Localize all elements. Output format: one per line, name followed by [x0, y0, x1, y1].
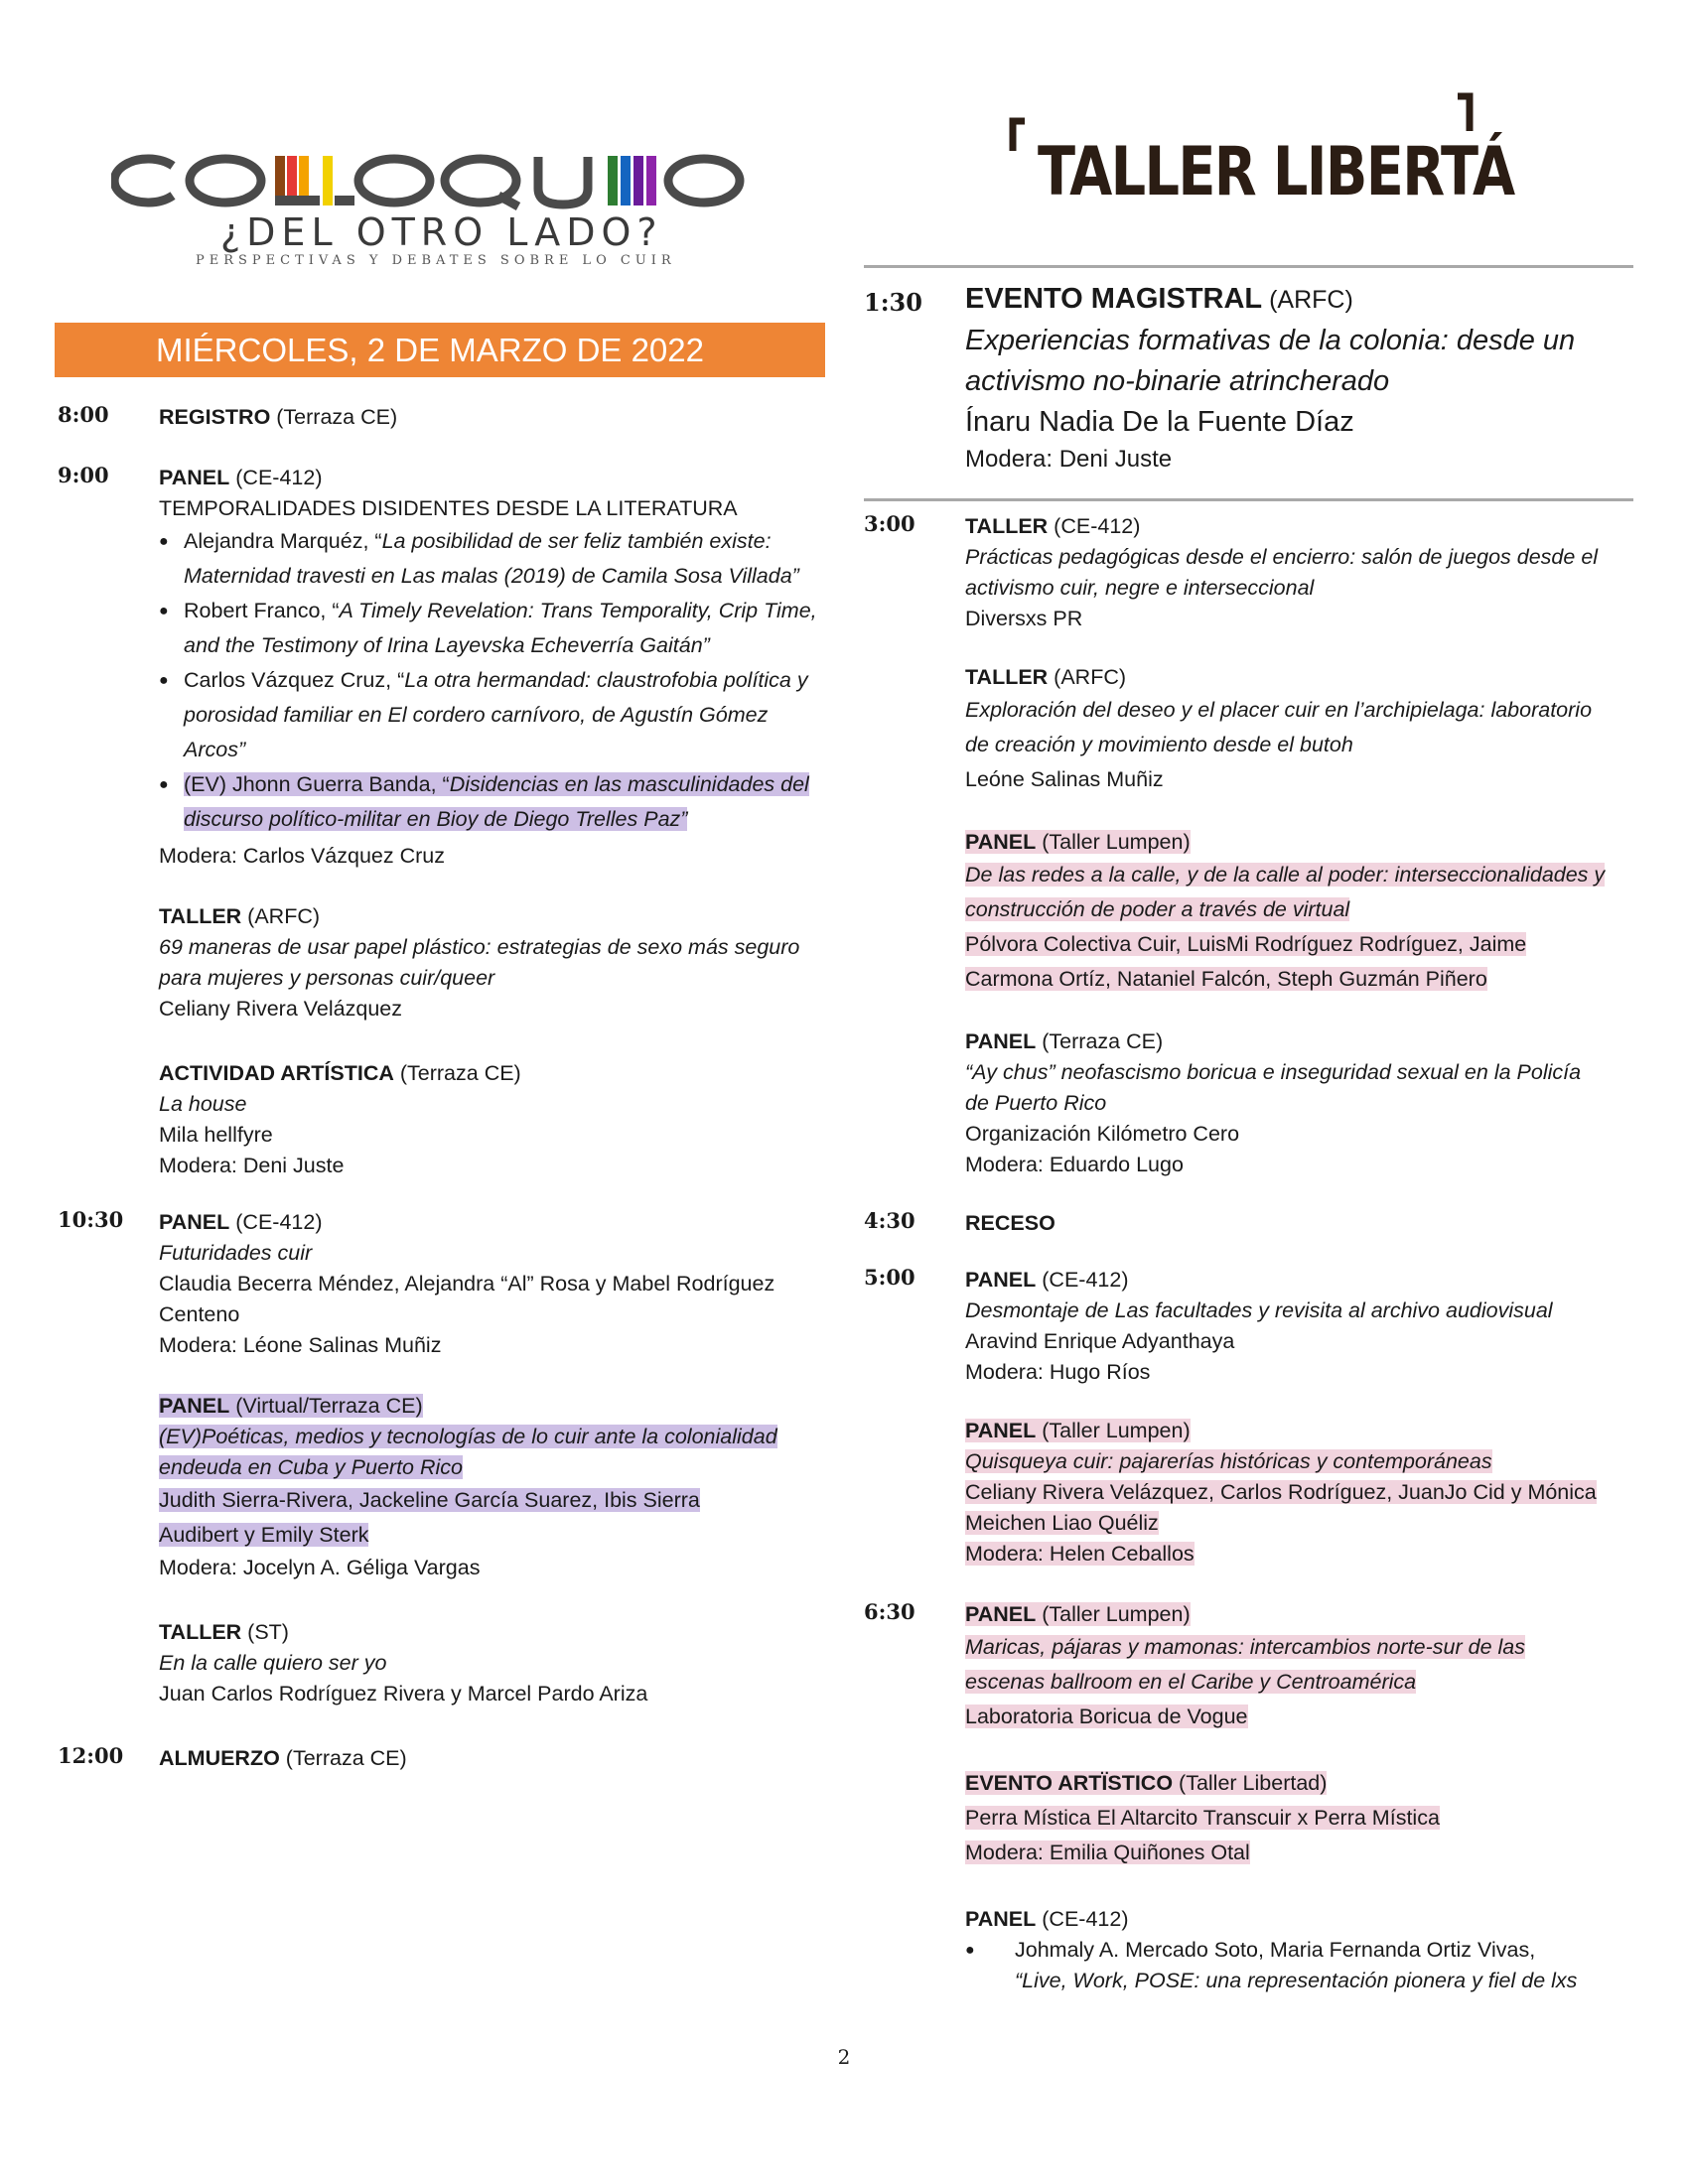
entry-title: Desmontaje de Las facultades y revisita al archivo audiovisual	[965, 1298, 1553, 1322]
entry-label: RECESO	[965, 1211, 1055, 1235]
entry-location: (ARFC)	[1048, 665, 1127, 689]
entry-moderator: Modera: Deni Juste	[159, 1154, 345, 1177]
schedule-entry-evento-magistral	[864, 278, 1638, 477]
entry-time: 1:30	[864, 288, 922, 317]
entry-label: PANEL	[965, 1602, 1037, 1626]
schedule-entry-panel-quisqueya	[864, 1416, 1638, 1570]
entry-time: 4:30	[864, 1208, 915, 1233]
schedule-right-column	[864, 278, 1638, 500]
entry-moderator: Modera: Hugo Ríos	[965, 1360, 1151, 1384]
list-item: ● Johmaly A. Mercado Soto, Maria Fernanda Ortiz Vivas, “Live, Work, POSE: una representación pionera y fiel de lxs	[965, 1938, 1578, 1992]
presentation-list	[159, 524, 822, 837]
entry-location: (Terraza CE)	[393, 1061, 521, 1085]
entry-time: 5:00	[864, 1265, 915, 1290]
entry-title: En la calle quiero ser yo	[159, 1651, 387, 1675]
entry-time: 6:30	[864, 1599, 915, 1624]
entry-time: 10:30	[58, 1207, 124, 1232]
entry-location: (ARFC)	[241, 904, 321, 928]
entry-location: (Taller Libertad)	[1173, 1771, 1328, 1795]
schedule-entry-panel-maricas	[864, 1599, 1638, 1734]
entry-presenter: Ínaru Nadia De la Fuente Díaz	[965, 406, 1354, 438]
entry-presenter: Perra Mística El Altarcito Transcuir x Perra Mística	[965, 1806, 1440, 1830]
entry-label: REGISTRO	[159, 405, 271, 429]
schedule-entry-receso	[864, 1208, 1638, 1239]
entry-presenter: Celiany Rivera Velázquez, Carlos Rodríguez, JuanJo Cid y Mónica	[965, 1480, 1597, 1504]
entry-label: TALLER	[965, 514, 1049, 538]
entry-title: de creación y movimiento desde el butoh	[965, 733, 1353, 756]
schedule-left-column	[58, 402, 822, 1798]
entry-presenter: Organización Kilómetro Cero	[965, 1122, 1240, 1146]
entry-presenter: Laboratoria Boricua de Vogue	[965, 1705, 1248, 1728]
schedule-entry-almuerzo	[58, 1743, 822, 1774]
entry-presenter: Mila hellfyre	[159, 1123, 273, 1147]
schedule-entry-panel-redes	[864, 827, 1638, 997]
entry-label: ALMUERZO	[159, 1746, 280, 1770]
entry-presenter: Aravind Enrique Adyanthaya	[965, 1329, 1235, 1353]
page-number: 2	[837, 2045, 851, 2069]
schedule-entry-evento-artistico	[864, 1766, 1638, 1870]
entry-location: (Taller Lumpen)	[1036, 1602, 1191, 1626]
entry-title: TEMPORALIDADES DISIDENTES DESDE LA LITERATURA	[159, 496, 738, 520]
entry-title: La house	[159, 1092, 247, 1116]
entry-label: PANEL	[965, 1419, 1037, 1442]
entry-location: (CE-412)	[229, 466, 323, 489]
list-item: ● Robert Franco, “A Timely Revelation: Trans Temporality, Crip Time, and the Testimony of Irina Layevska Echeverría Gaitán”	[159, 594, 822, 663]
entry-title: activismo no-binarie atrincherado	[965, 365, 1390, 397]
entry-title: Prácticas pedagógicas desde el encierro: salón de juegos desde el	[965, 545, 1599, 569]
schedule-entry-taller-practicas	[864, 511, 1638, 634]
entry-title: para mujeres y personas cuir/queer	[159, 966, 495, 990]
entry-moderator: Modera: Léone Salinas Muñiz	[159, 1333, 442, 1357]
entry-title: (EV)Poéticas, medios y tecnologías de lo cuir ante la colonialidad	[159, 1425, 777, 1448]
schedule-entry-panel-pose	[864, 1904, 1638, 1996]
entry-presenter: Audibert y Emily Sterk	[159, 1523, 369, 1547]
entry-label: PANEL	[965, 1268, 1037, 1292]
schedule-entry-taller-69	[58, 901, 822, 1024]
entry-presenter: Juan Carlos Rodríguez Rivera y Marcel Pardo Ariza	[159, 1682, 648, 1706]
schedule-entry-actividad-artistica	[58, 1058, 822, 1181]
entry-location: (Terraza CE)	[1036, 1029, 1164, 1053]
entry-title: “Ay chus” neofascismo boricua e inseguridad sexual en la Policía	[965, 1060, 1582, 1084]
entry-label: ACTIVIDAD ARTÍSTICA	[159, 1061, 394, 1085]
entry-title: Futuridades cuir	[159, 1241, 313, 1265]
taller-liberta-wordmark: TALLER LIBERTÁ	[1038, 133, 1514, 211]
entry-title: 69 maneras de usar papel plástico: estrategias de sexo más seguro	[159, 935, 800, 959]
schedule-entry-panel-ay-chus	[864, 1026, 1638, 1180]
entry-presenter: Centeno	[159, 1302, 240, 1326]
entry-location: (ST)	[241, 1620, 289, 1644]
entry-label: PANEL	[965, 830, 1037, 854]
schedule-entry-taller-exploracion	[864, 662, 1638, 797]
entry-label: PANEL	[965, 1029, 1037, 1053]
entry-label: EVENTO MAGISTRAL	[965, 283, 1263, 315]
list-item: ● Carlos Vázquez Cruz, “La otra hermandad: claustrofobia política y porosidad familiar en El cordero carnívoro, de Agustín Gómez Arcos”	[159, 663, 822, 767]
entry-label: TALLER	[159, 1620, 242, 1644]
entry-moderator: Modera: Eduardo Lugo	[965, 1153, 1184, 1176]
entry-title: endeuda en Cuba y Puerto Rico	[159, 1455, 463, 1479]
entry-time: 3:00	[864, 511, 915, 536]
entry-moderator: Modera: Deni Juste	[965, 446, 1173, 473]
schedule-entry-panel-futuridades	[58, 1207, 822, 1361]
entry-location: (Terraza CE)	[270, 405, 398, 429]
list-item-highlighted: ● (EV) Jhonn Guerra Banda, “Disidencias en las masculinidades del discurso político-militar en Bioy de Diego Trelles Paz”	[159, 767, 822, 837]
entry-presenter: Meichen Liao Quéliz	[965, 1511, 1159, 1535]
taller-liberta-logo	[1003, 91, 1514, 220]
entry-location: (Virtual/Terraza CE)	[229, 1394, 423, 1418]
entry-time: 8:00	[58, 402, 109, 427]
day-banner: MIÉRCOLES, 2 DE MARZO DE 2022	[55, 323, 825, 377]
entry-label: EVENTO ARTÏSTICO	[965, 1771, 1174, 1795]
schedule-entry-panel-poeticas	[58, 1391, 822, 1583]
entry-presenter: Carmona Ortíz, Nataniel Falcón, Steph Guzmán Piñero	[965, 967, 1487, 991]
entry-moderator: Modera: Jocelyn A. Géliga Vargas	[159, 1556, 481, 1579]
schedule-entry-registro	[58, 402, 822, 433]
entry-location: (Terraza CE)	[279, 1746, 407, 1770]
schedule-entry-panel-desmontaje	[864, 1265, 1638, 1388]
schedule-right-column-lower	[864, 511, 1638, 2020]
schedule-entry-panel-temporalidades	[58, 463, 822, 872]
entry-presenter: Claudia Becerra Méndez, Alejandra “Al” Rosa y Mabel Rodríguez	[159, 1272, 775, 1296]
entry-title: activismo cuir, negre e interseccional	[965, 576, 1315, 600]
entry-title: de Puerto Rico	[965, 1091, 1107, 1115]
entry-presenter: Diversxs PR	[965, 607, 1083, 630]
entry-location: (Taller Lumpen)	[1036, 830, 1191, 854]
entry-title: Experiencias formativas de la colonia: desde un	[965, 325, 1576, 356]
entry-location: (CE-412)	[1048, 514, 1141, 538]
schedule-entry-taller-calle	[58, 1617, 822, 1709]
entry-title: construcción de poder a través de virtual	[965, 897, 1350, 921]
entry-label: PANEL	[159, 466, 230, 489]
entry-label: PANEL	[159, 1394, 230, 1418]
entry-moderator: Modera: Emilia Quiñones Otal	[965, 1841, 1250, 1864]
entry-label: TALLER	[965, 665, 1049, 689]
entry-title: Exploración del deseo y el placer cuir en l’archipielaga: laboratorio	[965, 698, 1593, 722]
entry-title: Maricas, pájaras y mamonas: intercambios norte-sur de las	[965, 1635, 1525, 1659]
entry-location: (ARFC)	[1262, 286, 1353, 314]
entry-title: Quisqueya cuir: pajarerías históricas y contemporáneas	[965, 1449, 1492, 1473]
entry-title: De las redes a la calle, y de la calle al poder: interseccionalidades y	[965, 863, 1606, 887]
list-item: ● Alejandra Marquéz, “La posibilidad de ser feliz también existe: Maternidad travesti en Las malas (2019) de Camila Sosa Villada”	[159, 524, 822, 594]
entry-label: TALLER	[159, 904, 242, 928]
entry-location: (CE-412)	[229, 1210, 323, 1234]
entry-time: 9:00	[58, 463, 109, 487]
entry-presenter: Leóne Salinas Muñiz	[965, 767, 1164, 791]
entry-label: PANEL	[965, 1907, 1037, 1931]
entry-location: (CE-412)	[1036, 1268, 1129, 1292]
colloquio-logo	[111, 141, 767, 270]
entry-location: (Taller Lumpen)	[1036, 1419, 1191, 1442]
entry-location: (CE-412)	[1036, 1907, 1129, 1931]
entry-presenter: Celiany Rivera Velázquez	[159, 997, 402, 1021]
entry-presenter: Pólvora Colectiva Cuir, LuisMi Rodríguez Rodríguez, Jaime	[965, 932, 1527, 956]
colloquio-subtitle: ¿DEL OTRO LADO?	[220, 210, 663, 254]
entry-label: PANEL	[159, 1210, 230, 1234]
entry-time: 12:00	[58, 1743, 124, 1768]
divider-rule	[864, 265, 1633, 268]
colloquio-tagline: PERSPECTIVAS Y DEBATES SOBRE LO CUIR	[196, 253, 676, 268]
entry-moderator: Modera: Helen Ceballos	[965, 1542, 1195, 1566]
entry-moderator: Modera: Carlos Vázquez Cruz	[159, 844, 445, 868]
entry-title: escenas ballroom en el Caribe y Centroamérica	[965, 1670, 1417, 1694]
entry-presenter: Judith Sierra-Rivera, Jackeline García Suarez, Ibis Sierra	[159, 1488, 700, 1512]
